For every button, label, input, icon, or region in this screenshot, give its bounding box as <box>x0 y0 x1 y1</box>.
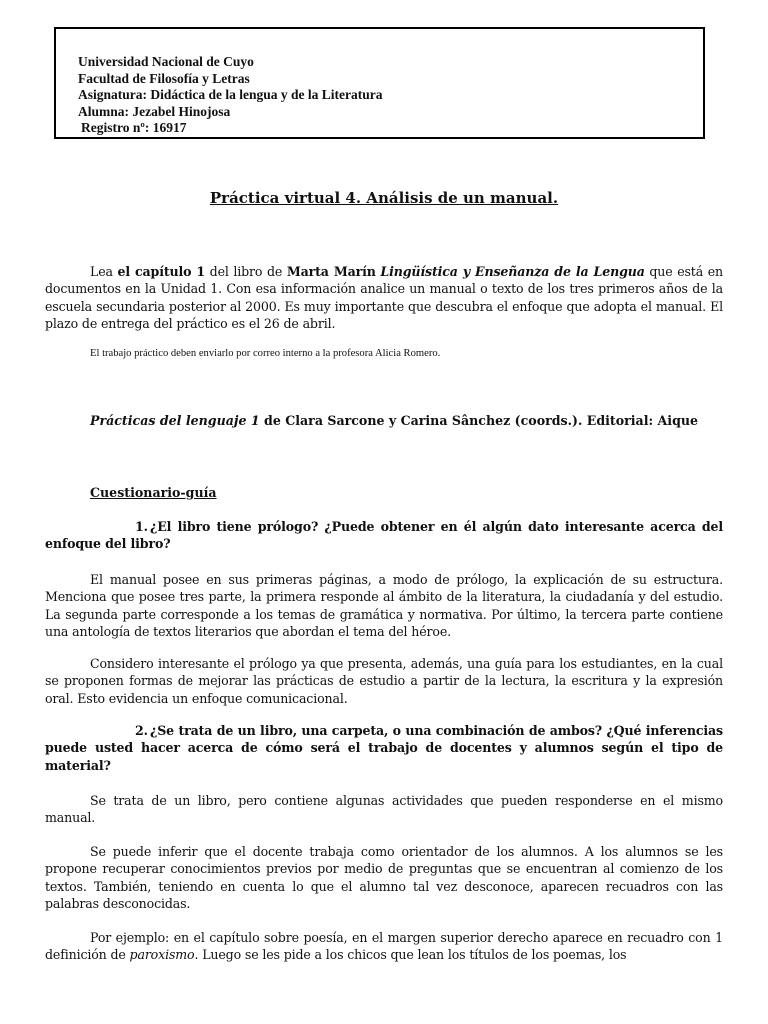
submission-note: El trabajo práctico deben enviarlo por correo interno a la profesora Alicia Romero. <box>90 348 441 359</box>
question-1-number: 1. <box>135 519 148 534</box>
answer-2-paragraph-2: Se puede inferir que el docente trabaja como orientador de los alumnos. A los alumnos se les propone recuperar conocimientos previos por medio de preguntas que se encuentran al comienzo de los textos. También, teniendo en cuenta lo que el alumno tal vez desconoce, aparecen recuadros con las palabras desconocidas. <box>45 844 723 911</box>
university-name: Universidad Nacional de Cuyo <box>78 54 254 69</box>
question-2-text: ¿Se trata de un libro, una carpeta, o una combinación de ambos? ¿Qué inferencias puede usted hacer acerca de cómo será el trabajo de docentes y alumnos según el tipo de material? <box>45 723 723 773</box>
question-2 <box>45 722 723 774</box>
question-2-number: 2. <box>135 723 148 738</box>
student-name: Alumna: Jezabel Hinojosa <box>78 103 231 119</box>
question-1 <box>45 518 723 553</box>
answer-2-paragraph-3: Por ejemplo: en el capítulo sobre poesía, en el margen superior derecho aparece en recuadro con 1 definición de paroxismo. Luego se les pide a los chicos que lean los títulos de los poemas, los <box>45 930 723 963</box>
book-reference: Prácticas del lenguaje 1 de Clara Sarcone y Carina Sânchez (coords.). Editorial: Aique <box>90 413 699 428</box>
question-1-text: ¿El libro tiene prólogo? ¿Puede obtener en él algún dato interesante acerca del enfoque del libro? <box>45 519 723 552</box>
header-box <box>54 27 705 139</box>
subject-name: Asignatura: Didáctica de la lengua y de la Literatura <box>78 87 383 102</box>
answer-2-paragraph-1: Se trata de un libro, pero contiene algunas actividades que pueden responderse en el mismo manual. <box>45 793 723 826</box>
faculty-name: Facultad de Filosofía y Letras <box>78 70 250 86</box>
registry-number: Registro nº: 16917 <box>81 120 187 135</box>
header-lines <box>78 54 382 137</box>
answer-1-paragraph-1: El manual posee en sus primeras páginas, a modo de prólogo, la explicación de su estructura. Menciona que posee tres parte, la primera responde al ámbito de la literatura, la ciudadanía y del estudio. La segunda parte corresponde a los temas de gramática y normativa. Por último, la tercera parte contiene una antología de textos literarios que abordan el tema del héroe. <box>45 572 723 639</box>
intro-paragraph: Lea el capítulo 1 del libro de Marta Marín Lingüística y Enseñanza de la Lengua que está en documentos en la Unidad 1. Con esa información analice un manual o texto de los tres primeros años de la escuela secundaria posterior al 2000. Es muy importante que descubra el enfoque que adopta el manual. El plazo de entrega del práctico es el 26 de abril. <box>45 264 723 331</box>
answer-1-paragraph-2: Considero interesante el prólogo ya que presenta, además, una guía para los estudiantes, en la cual se proponen formas de mejorar las prácticas de estudio a partir de la lectura, la escritura y la expresión oral. Esto evidencia un enfoque comunicacional. <box>45 656 723 706</box>
guide-title: Cuestionario-guía <box>90 485 217 500</box>
page-title: Práctica virtual 4. Análisis de un manual. <box>209 189 559 207</box>
